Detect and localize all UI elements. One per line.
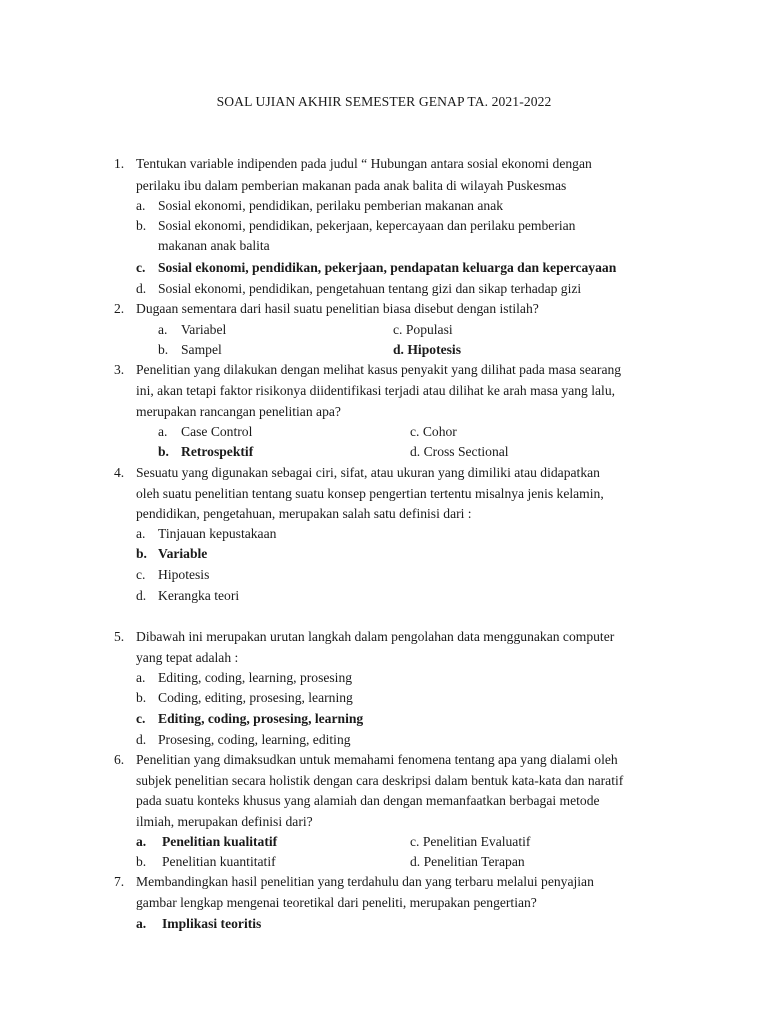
option-d: d. Cross Sectional bbox=[410, 444, 509, 459]
question-text: Dugaan sementara dari hasil suatu penelitian biasa disebut dengan istilah? bbox=[136, 301, 539, 316]
option-d: Prosesing, coding, learning, editing bbox=[158, 732, 351, 747]
question-text: Dibawah ini merupakan urutan langkah dalam pengolahan data menggunakan computer bbox=[136, 629, 615, 644]
option-b: Penelitian kuantitatif bbox=[162, 854, 276, 869]
option-b: Coding, editing, prosesing, learning bbox=[158, 690, 353, 705]
question-text: Tentukan variable indipenden pada judul “ Hubungan antara sosial ekonomi dengan bbox=[136, 156, 592, 171]
option-a: Editing, coding, learning, prosesing bbox=[158, 670, 353, 685]
question-text: perilaku ibu dalam pemberian makanan pada anak balita di wilayah Puskesmas bbox=[136, 178, 567, 193]
option-b-answer: Variable bbox=[158, 546, 208, 561]
option-a-answer: Penelitian kualitatif bbox=[162, 834, 278, 849]
option-letter: c. bbox=[136, 260, 146, 275]
question-text: subjek penelitian secara holistik dengan cara deskripsi dalam bentuk kata-kata dan naratif bbox=[136, 773, 624, 788]
question-text: Penelitian yang dilakukan dengan melihat kasus penyakit yang dilihat pada masa searang bbox=[136, 362, 622, 377]
option-c: c. Populasi bbox=[393, 322, 453, 337]
option-b: Sosial ekonomi, pendidikan, pekerjaan, kepercayaan dan perilaku pemberian bbox=[158, 218, 576, 233]
question-number: 1. bbox=[114, 156, 125, 171]
option-letter: d. bbox=[136, 732, 147, 747]
option-letter: c. bbox=[136, 567, 146, 582]
option-d-answer: d. Hipotesis bbox=[393, 342, 461, 357]
question-number: 6. bbox=[114, 752, 125, 767]
question-text: ini, akan tetapi faktor risikonya diidentifikasi terjadi atau dilihat ke arah masa yang lalu, bbox=[136, 383, 616, 398]
question-text: Membandingkan hasil penelitian yang terdahulu dan yang terbaru melalui penyajian bbox=[136, 874, 594, 889]
option-letter: a. bbox=[136, 834, 147, 849]
option-c: Hipotesis bbox=[158, 567, 210, 582]
option-a: Case Control bbox=[181, 424, 253, 439]
option-letter: a. bbox=[136, 526, 146, 541]
question-text: pada suatu konteks khusus yang alamiah dan dengan memanfaatkan berbagai metode bbox=[136, 793, 600, 808]
option-letter: b. bbox=[136, 854, 147, 869]
option-letter: d. bbox=[136, 588, 147, 603]
option-b-answer: Retrospektif bbox=[181, 444, 254, 459]
option-letter: d. bbox=[136, 281, 147, 296]
option-letter: a. bbox=[136, 670, 146, 685]
question-text: yang tepat adalah : bbox=[136, 650, 239, 665]
option-c: c. Penelitian Evaluatif bbox=[410, 834, 531, 849]
page-title: SOAL UJIAN AKHIR SEMESTER GENAP TA. 2021-2022 bbox=[216, 94, 552, 109]
question-text: merupakan rancangan penelitian apa? bbox=[136, 404, 341, 419]
option-letter: b. bbox=[136, 690, 147, 705]
question-number: 5. bbox=[114, 629, 125, 644]
question-number: 4. bbox=[114, 465, 125, 480]
option-letter: b. bbox=[136, 546, 147, 561]
question-number: 7. bbox=[114, 874, 125, 889]
option-a: Sosial ekonomi, pendidikan, perilaku pemberian makanan anak bbox=[158, 198, 504, 213]
option-d: Kerangka teori bbox=[158, 588, 240, 603]
question-text: gambar lengkap mengenai teoretikal dari peneliti, merupakan pengertian? bbox=[136, 895, 537, 910]
option-letter: a. bbox=[136, 198, 146, 213]
question-text: Penelitian yang dimaksudkan untuk memahami fenomena tentang apa yang dialami oleh bbox=[136, 752, 618, 767]
question-number: 2. bbox=[114, 301, 125, 316]
option-letter: b. bbox=[158, 444, 169, 459]
question-number: 3. bbox=[114, 362, 125, 377]
option-b-continued: makanan anak balita bbox=[158, 238, 270, 253]
option-letter: a. bbox=[136, 916, 147, 931]
option-c-answer: Sosial ekonomi, pendidikan, pekerjaan, pendapatan keluarga dan kepercayaan bbox=[158, 260, 617, 275]
option-a-answer: Implikasi teoritis bbox=[162, 916, 262, 931]
option-letter: a. bbox=[158, 322, 168, 337]
question-text: oleh suatu penelitian tentang suatu konsep pengertian tertentu misalnya jenis kelamin, bbox=[136, 486, 604, 501]
option-c-answer: Editing, coding, prosesing, learning bbox=[158, 711, 364, 726]
option-letter: b. bbox=[136, 218, 147, 233]
option-letter: c. bbox=[136, 711, 146, 726]
question-text: pendidikan, pengetahuan, merupakan salah satu definisi dari : bbox=[136, 506, 472, 521]
option-b: Sampel bbox=[181, 342, 222, 357]
option-a: Tinjauan kepustakaan bbox=[158, 526, 277, 541]
option-c: c. Cohor bbox=[410, 424, 457, 439]
question-text: ilmiah, merupakan definisi dari? bbox=[136, 814, 313, 829]
option-letter: b. bbox=[158, 342, 169, 357]
option-letter: a. bbox=[158, 424, 168, 439]
option-d: Sosial ekonomi, pendidikan, pengetahuan tentang gizi dan sikap terhadap gizi bbox=[158, 281, 582, 296]
question-text: Sesuatu yang digunakan sebagai ciri, sifat, atau ukuran yang dimiliki atau didapatkan bbox=[136, 465, 600, 480]
option-d: d. Penelitian Terapan bbox=[410, 854, 525, 869]
option-a: Variabel bbox=[181, 322, 227, 337]
